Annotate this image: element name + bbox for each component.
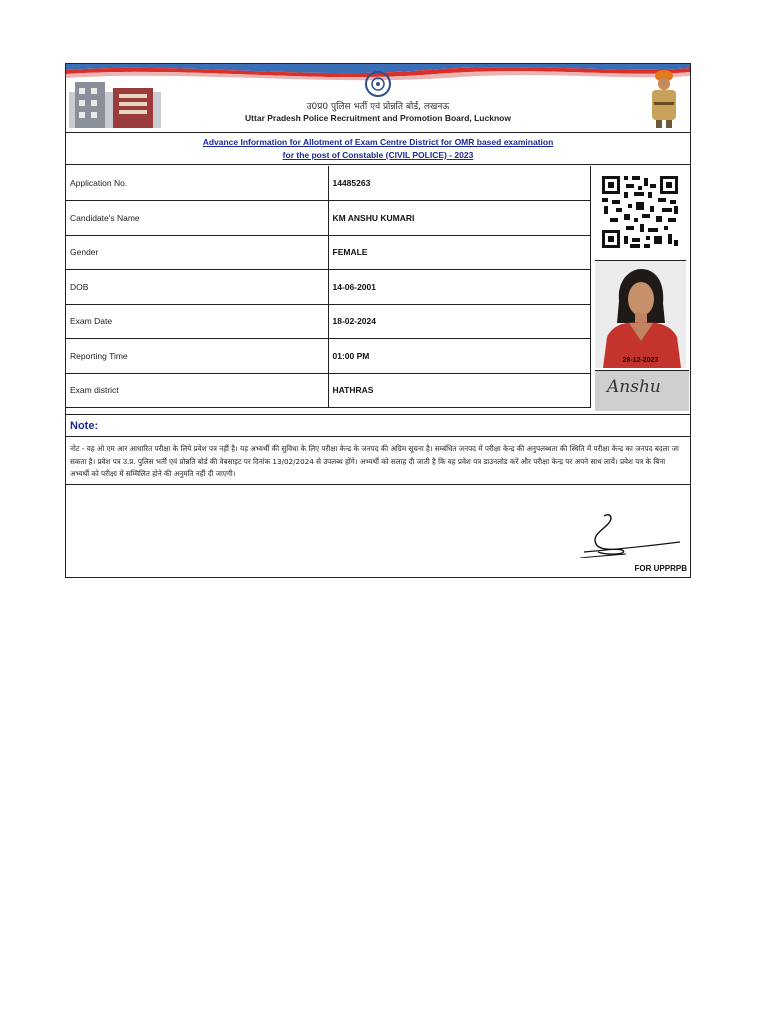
photo-column xyxy=(591,166,690,414)
detail-label: Application No. xyxy=(66,166,328,201)
note-text: नोट - यह ओ एम आर आधारित परीक्षा के लिये प्रवेश पत्र नहीं है। यह अभ्यर्थी की सुविधा के लिए परीक्षा केन्द्र के जनपद की अग्रिम सूचना है। सम्बंधित जनपद में परीक्षा केन्द्र की अनुपलब्धता की स्थिति में परीक्षा केन्द्र का जनपद बदला जा सकता है। प्रवेश पत्र उ.प्र. पुलिस भर्ती एवं प्रोन्नति बोर्ड की वेबसाइट पर दिनांक 13/02/2024 से उपलब्ध होंगे। अभ्यर्थी को सलाह दी जाती है कि वह प्रवेश पत्र डाउनलोड करें और परीक्षा केन्द्र पर अपने साथ लायें। प्रवेश पत्र के बिना अभ्यर्थी को परीक्षा में सम्मिलित होने की अनुमति नहीं दी जाएगी। xyxy=(66,437,690,485)
table-row xyxy=(66,339,591,374)
detail-label: Gender xyxy=(66,235,328,270)
table-row xyxy=(66,270,591,305)
table-row xyxy=(66,373,591,408)
info-title-line-1: Advance Information for Allotment of Exam Centre District for OMR based examination xyxy=(202,137,554,147)
upprpb-emblem-icon xyxy=(364,70,392,98)
table-row xyxy=(66,166,591,201)
advance-information-title xyxy=(66,133,690,165)
photo-date: 28-12-2023 xyxy=(622,357,659,364)
candidate-photo xyxy=(595,260,686,368)
qr-code-icon xyxy=(600,174,680,250)
detail-value: 14-06-2001 xyxy=(328,270,591,305)
authority-label: FOR UPPRPB xyxy=(634,564,687,573)
detail-value: FEMALE xyxy=(328,235,591,270)
authority-signature xyxy=(578,512,682,558)
info-title-line-2: for the post of Constable (CIVIL POLICE) - 2023 xyxy=(282,150,474,160)
table-row xyxy=(66,304,591,339)
note-heading: Note: xyxy=(66,414,690,437)
detail-label: Reporting Time xyxy=(66,339,328,374)
detail-value: KM ANSHU KUMARI xyxy=(328,201,591,236)
table-row xyxy=(66,201,591,236)
header-banner xyxy=(66,64,690,133)
detail-value: 14485263 xyxy=(328,166,591,201)
detail-label: DOB xyxy=(66,270,328,305)
detail-value: 01:00 PM xyxy=(328,339,591,374)
detail-value: 18-02-2024 xyxy=(328,304,591,339)
detail-label: Exam district xyxy=(66,373,328,408)
candidate-signature xyxy=(595,370,689,411)
detail-label: Exam Date xyxy=(66,304,328,339)
candidate-photo-image xyxy=(595,261,686,368)
candidate-signature-text: Anshu xyxy=(607,377,661,397)
board-name-english: Uttar Pradesh Police Recruitment and Promotion Board, Lucknow xyxy=(245,113,511,123)
table-row xyxy=(66,235,591,270)
detail-value: HATHRAS xyxy=(328,373,591,408)
police-officer-image xyxy=(644,68,684,128)
candidate-details-table xyxy=(66,166,591,408)
board-name-hindi: उ0प्र0 पुलिस भर्ती एवं प्रोन्नति बोर्ड, लखनऊ xyxy=(306,102,450,112)
detail-label: Candidate's Name xyxy=(66,201,328,236)
exam-info-card xyxy=(65,63,691,578)
